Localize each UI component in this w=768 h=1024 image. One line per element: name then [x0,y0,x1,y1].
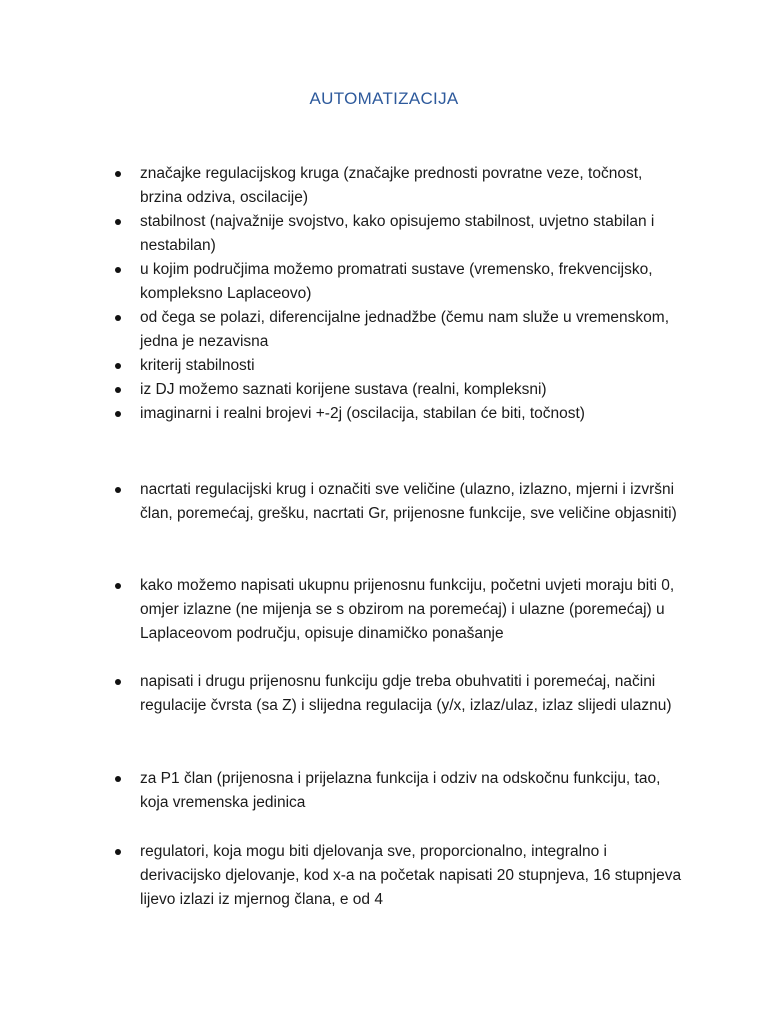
bullet-list-control-loop [0,478,768,526]
list-item [0,306,768,354]
bullet-icon [115,315,121,321]
bullet-icon [115,267,121,273]
list-item [0,767,768,815]
list-item-text: kako možemo napisati ukupnu prijenosnu funkciju, početni uvjeti moraju biti 0, omjer izlazne (ne mijenja se s obzirom na poremećaj) i ulazne (poremećaj) u Laplaceovom području, opisuje dinamičko ponašanje [140,577,675,642]
bullet-icon [115,583,121,589]
list-item [0,478,768,526]
bullet-icon [115,387,121,393]
bullet-list-topics [0,162,768,426]
bullet-icon [115,219,121,225]
list-item [0,840,768,912]
list-item-text: stabilnost (najvažnije svojstvo, kako opisujemo stabilnost, uvjetno stabilan i nestabilan) [140,213,655,254]
list-item-text: značajke regulacijskog kruga (značajke prednosti povratne veze, točnost, brzina odziva, oscilacije) [140,165,643,206]
bullet-icon [115,363,121,369]
list-item [0,670,768,718]
list-item-text: napisati i drugu prijenosnu funkciju gdje treba obuhvatiti i poremećaj, načini regulacije čvrsta (sa Z) i slijedna regulacija (y/x, izlaz/ulaz, izlaz slijedi ulaznu) [140,673,672,714]
list-item-text: od čega se polazi, diferencijalne jednadžbe (čemu nam služe u vremenskom, jedna je nezavisna [140,309,670,350]
list-item-text: u kojim područjima možemo promatrati sustave (vremensko, frekvencijsko, kompleksno Laplaceovo) [140,261,653,302]
bullet-icon [115,679,121,685]
list-item [0,378,768,402]
list-item-text: imaginarni i realni brojevi +-2j (oscilacija, stabilan će biti, točnost) [140,405,585,422]
bullet-icon [115,171,121,177]
list-item [0,402,768,426]
list-item [0,258,768,306]
list-item [0,574,768,646]
list-item-text: nacrtati regulacijski krug i označiti sve veličine (ulazno, izlazno, mjerni i izvršni član, poremećaj, grešku, nacrtati Gr, prijenosne funkcije, sve veličine objasniti) [140,481,677,522]
bullet-list-transfer-function [0,574,768,646]
bullet-list-p1-element [0,767,768,815]
bullet-list-second-transfer-function [0,670,768,718]
list-item-text: kriterij stabilnosti [140,357,255,374]
list-item-text: regulatori, koja mogu biti djelovanja sve, proporcionalno, integralno i derivacijsko djelovanje, kod x-a na početak napisati 20 stupnjeva, 16 stupnjeva lijevo izlazi iz mjernog člana, e od 4 [140,843,682,908]
bullet-list-regulators [0,840,768,912]
list-item [0,162,768,210]
bullet-icon [115,776,121,782]
bullet-icon [115,849,121,855]
list-item-text: za P1 član (prijenosna i prijelazna funkcija i odziv na odskočnu funkciju, tao, koja vremenska jedinica [140,770,661,811]
bullet-icon [115,487,121,493]
bullet-icon [115,411,121,417]
document-title: AUTOMATIZACIJA [309,89,459,108]
list-item [0,354,768,378]
list-item-text: iz DJ možemo saznati korijene sustava (realni, kompleksni) [140,381,547,398]
list-item [0,210,768,258]
